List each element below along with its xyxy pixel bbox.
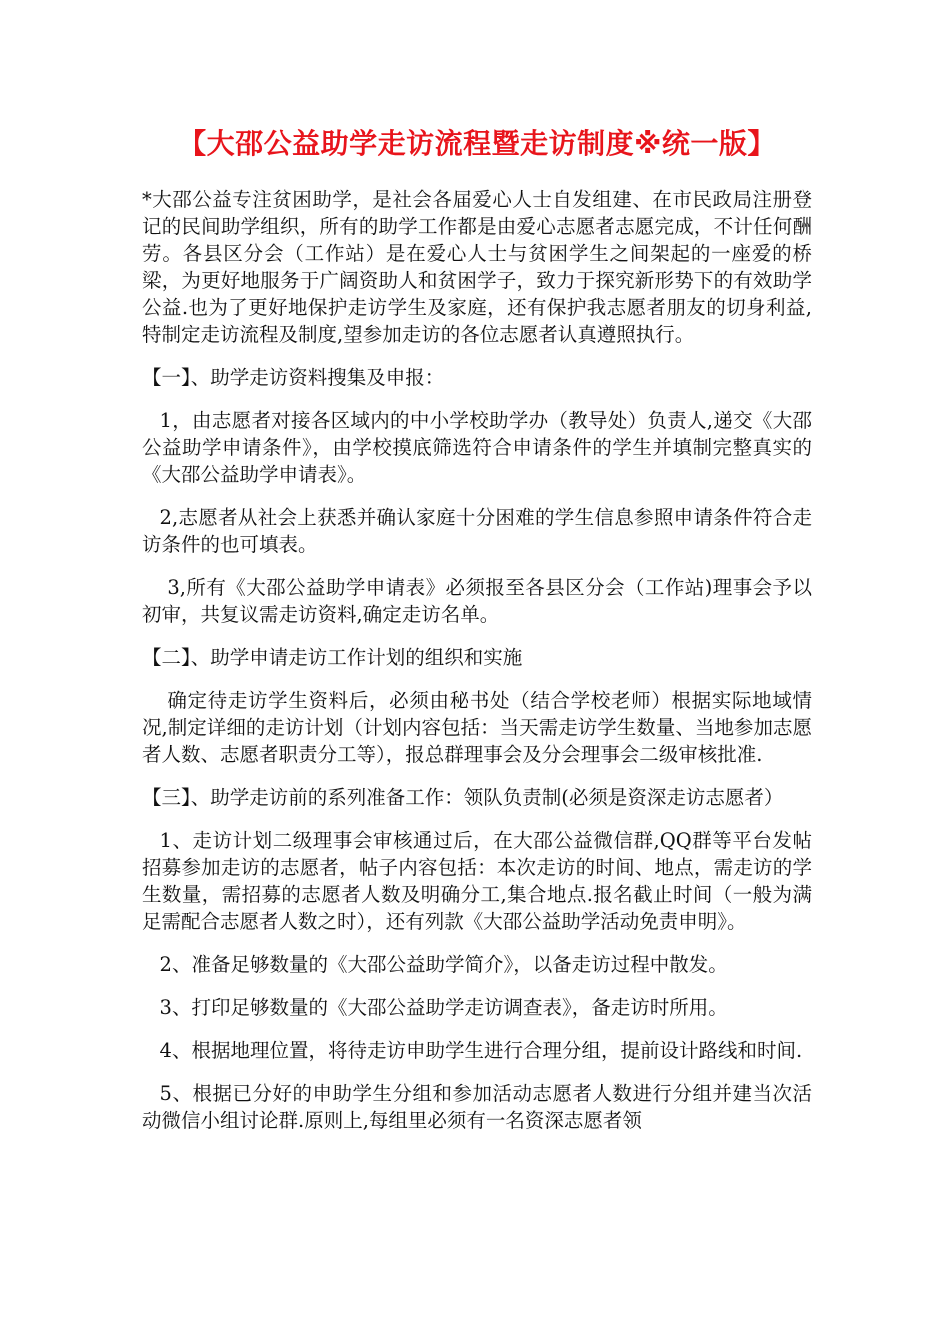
intro-paragraph: *大邵公益专注贫困助学，是社会各届爱心人士自发组建、在市民政局注册登记的民间助学组织，所有的助学工作都是由爱心志愿者志愿完成，不计任何酬劳。各县区分会（工作站）是在爱心人士与贫困学生之间架起的一座爱的桥梁，为更好地服务于广阔资助人和贫困学子，致力于探究新形势下的有效助学公益.也为了更好地保护走访学生及家庭，还有保护我志愿者朋友的切身利益,特制定走访流程及制度,望参加走访的各位志愿者认真遵照执行。: [142, 188, 812, 346]
section-1-item-1: 1，由志愿者对接各区域内的中小学校助学办（教导处）负责人,递交《大邵公益助学申请条件》，由学校摸底筛选符合申请条件的学生并填制完整真实的《大邵公益助学申请表》。: [142, 409, 812, 486]
section-1-item-3: 3,所有《大邵公益助学申请表》必须报至各县区分会（工作站)理事会予以初审，共复议需走访资料,确定走访名单。: [142, 576, 812, 626]
section-3-item-1: 1、走访计划二级理事会审核通过后，在大邵公益微信群,QQ群等平台发帖招募参加走访的志愿者，帖子内容包括：本次走访的时间、地点，需走访的学生数量，需招募的志愿者人数及明确分工,集合地点.报名截止时间（一般为满足需配合志愿者人数之时），还有列款《大邵公益助学活动免责申明》。: [142, 829, 812, 933]
section-2-body: 确定待走访学生资料后，必须由秘书处（结合学校老师）根据实际地域情况,制定详细的走访计划（计划内容包括：当天需走访学生数量、当地参加志愿者人数、志愿者职责分工等），报总群理事会及分会理事会二级审核批准.: [142, 689, 812, 766]
section-3-heading: 【三】、助学走访前的系列准备工作：领队负责制(必须是资深走访志愿者）: [142, 786, 784, 809]
section-1-item-2: 2,志愿者从社会上获悉并确认家庭十分困难的学生信息参照申请条件符合走访条件的也可填表。: [142, 506, 812, 556]
section-2-heading: 【二】、助学申请走访工作计划的组织和实施: [142, 646, 523, 669]
section-3-item-4: 4、根据地理位置，将待走访申助学生进行合理分组，提前设计路线和时间.: [159, 1039, 803, 1062]
section-3-item-3: 3、打印足够数量的《大邵公益助学走访调查表》，备走访时所用。: [159, 996, 728, 1019]
document-title: 【大邵公益助学走访流程暨走访制度※统一版】: [178, 127, 776, 160]
section-3-item-2: 2、准备足够数量的《大邵公益助学简介》，以备走访过程中散发。: [159, 953, 728, 976]
section-3-item-5: 5、根据已分好的申助学生分组和参加活动志愿者人数进行分组并建当次活动微信小组讨论群.原则上,每组里必须有一名资深志愿者领: [142, 1082, 812, 1132]
section-1-heading: 【一】、助学走访资料搜集及申报：: [142, 366, 445, 389]
